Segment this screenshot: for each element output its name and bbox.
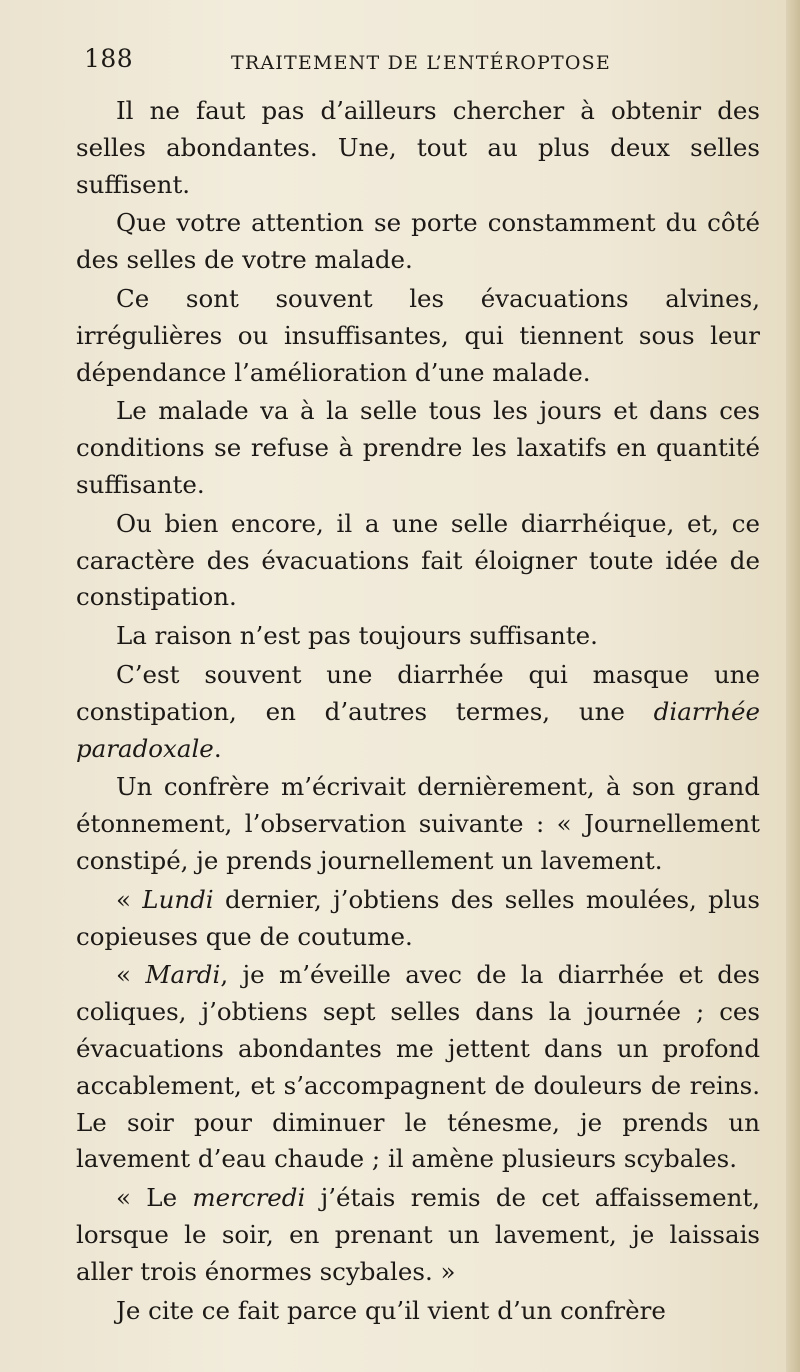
italic-term: Lundi xyxy=(142,884,214,914)
paragraph-text: « xyxy=(116,884,143,914)
page-edge xyxy=(786,0,800,1372)
paragraph: Le malade va à la selle tous les jours et dans ces conditions se refuse à prendre les laxatifs en quantité suffisante. xyxy=(76,396,760,499)
page-header xyxy=(84,42,744,82)
paragraph-text: , je m’éveille avec de la diarrhée et des coliques, j’obtiens sept selles dans la journée ; ces évacuations abondantes me jettent dans un profond accablement, et s’accompagnent de douleurs de reins. Le soir pour diminuer le ténesme, je prends un lavement d’eau chaude ; il amène plusieurs scybales. xyxy=(76,960,760,1174)
paragraph: Un confrère m’écrivait dernièrement, à son grand étonnement, l’observation suivante : « Journellement constipé, je prends journellement un lavement. xyxy=(76,772,760,875)
running-title: TRAITEMENT DE L’ENTÉROPTOSE xyxy=(231,52,611,74)
paragraph: Il ne faut pas d’ailleurs chercher à obtenir des selles abondantes. Une, tout au plus deux selles suffisent. xyxy=(76,96,760,199)
paragraph-text: j’étais remis de cet affaissement, lorsque le soir, en prenant un lavement, je laissais aller trois énormes scybales. » xyxy=(76,1183,760,1286)
paragraph-text: C’est souvent une diarrhée qui masque une constipation, en d’autres termes, une xyxy=(76,659,760,726)
paragraph-text: « xyxy=(116,960,146,990)
italic-term: Mardi xyxy=(145,960,221,990)
paragraph: Je cite ce fait parce qu’il vient d’un confrère xyxy=(116,1295,666,1325)
paragraph-text: . xyxy=(213,733,222,763)
paragraph: La raison n’est pas toujours suffisante. xyxy=(116,621,598,651)
paragraph xyxy=(76,957,760,1178)
italic-term: mercredi xyxy=(192,1183,306,1213)
paragraph xyxy=(76,882,760,956)
paragraph-text: dernier, j’obtiens des selles moulées, plus copieuses que de coutume. xyxy=(76,884,761,951)
paragraph: Ce sont souvent les évacuations alvines, irrégulières ou insuffisantes, qui tiennent sous leur dépendance l’amélioration d’une malade. xyxy=(76,283,760,387)
italic-term: diarrhée paradoxale xyxy=(76,696,760,763)
page-body xyxy=(76,93,760,1331)
paragraph-text: « Le xyxy=(116,1183,193,1213)
paragraph: Ou bien encore, il a une selle diarrhéique, et, ce caractère des évacuations fait éloigner toute idée de constipation. xyxy=(76,508,760,612)
paragraph xyxy=(76,657,760,767)
paragraph xyxy=(76,1180,760,1290)
page-number: 188 xyxy=(84,44,134,73)
paragraph: Que votre attention se porte constamment du côté des selles de votre malade. xyxy=(76,208,760,275)
